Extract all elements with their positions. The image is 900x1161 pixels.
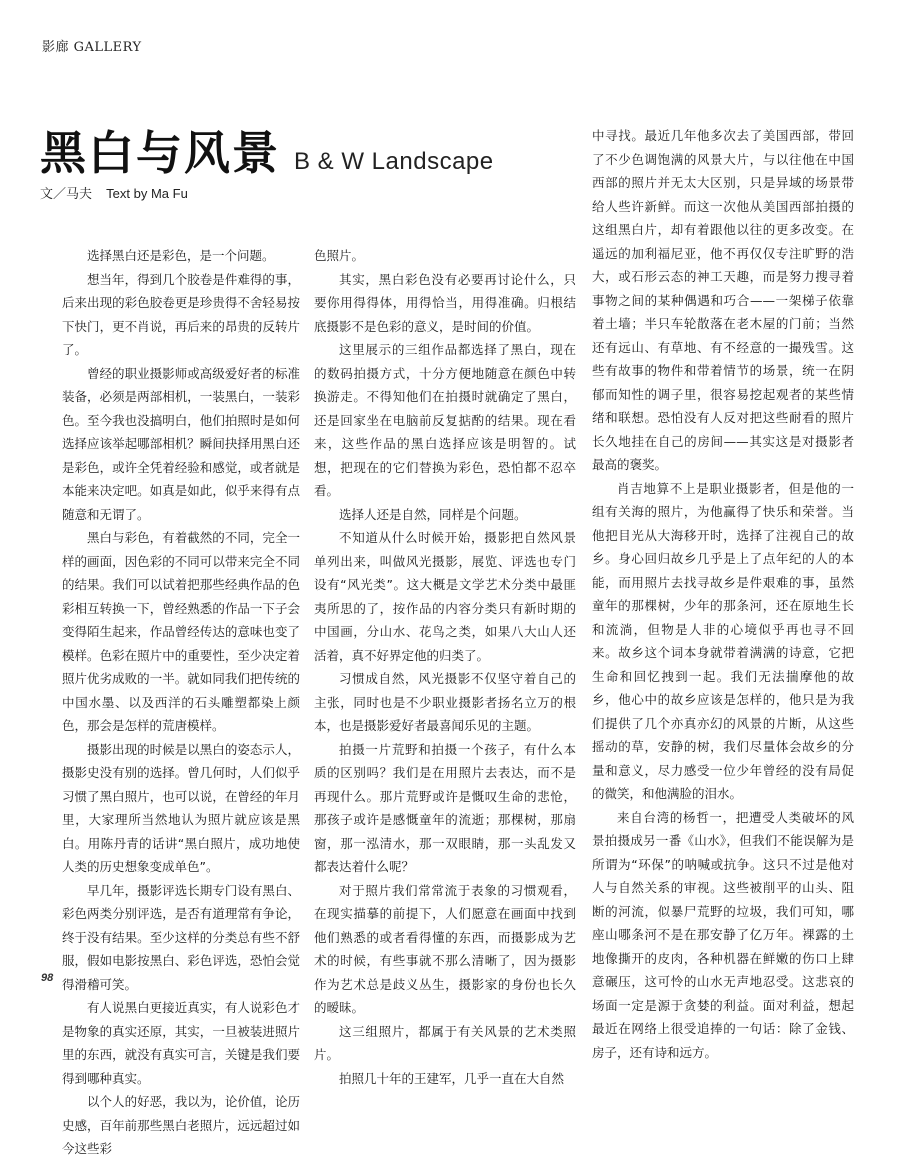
- paragraph: 来自台湾的杨哲一，把遭受人类破坏的风景拍摄成另一番《山水》，但我们不能误解为是所谓为“环保”的呐喊或抗争。这只不过是他对人与自然关系的审视。这些被削平的山头、阻断的河流，似暴尸荒野的垃圾，我们可知，哪座山哪条河不是在那安静了亿万年。裸露的土地像撕开的皮肉，各种机器在鲜嫩的伤口上肆意碾压，这可怜的山水无声地忍受。这悲哀的场面一定是源于贪婪的利益。面对利益，想起最近在网络上很受追捧的一句话：除了金钱、房子，还有诗和远方。: [592, 809, 854, 1060]
- article-header: [40, 128, 580, 202]
- paragraph: 曾经的职业摄影师或高级爱好者的标准装备，必须是两部相机，一装黑白，一装彩色。至今我也没搞明白，他们拍照时是如何选择应该举起哪部相机？瞬间抉择用黑白还是彩色，或许全凭着经验和感觉，或者就是本能来决定吧。如真是如此，似乎来得有点随意和无谓了。: [62, 365, 300, 522]
- paragraph: 有人说黑白更接近真实，有人说彩色才是物象的真实还原，其实，一旦被装进照片里的东西，就没有真实可言，关键是我们要得到哪种真实。: [62, 1000, 300, 1086]
- paragraph: 选择人还是自然，同样是个问题。: [339, 506, 527, 522]
- paragraph: 拍照几十年的王建军，几乎一直在大自然: [339, 1070, 565, 1086]
- byline-zh: 文／马夫: [40, 186, 93, 202]
- byline-en: Text by Ma Fu: [106, 185, 188, 201]
- paragraph: 拍摄一片荒野和拍摄一个孩子，有什么本质的区别吗？我们是在用照片去表达，而不是再现什么。那片荒野或许是慨叹生命的悲怆，那孩子或许是感慨童年的流逝；那棵树，那扇窗，那一泓清水，那一双眼睛，那一头乱发又都表达着什么呢？: [314, 741, 576, 874]
- title-row: [40, 128, 580, 179]
- article-title-en: B & W Landscape: [294, 148, 494, 175]
- paragraph: 黑白与彩色，有着截然的不同，完全一样的画面，因色彩的不同可以带来完全不同的结果。我们可以试着把那些经典作品的色彩相互转换一下，曾经熟悉的作品一下子会变得陌生起来，作品曾经传达的意味也变了模样。色彩在照片中的重要性，至少决定着照片优劣成败的一半。就如同我们把传统的中国水墨、以及西洋的石头雕塑都染上颜色，那会是怎样的荒唐模样。: [62, 530, 300, 733]
- paragraph: 不知道从什么时候开始，摄影把自然风景单列出来，叫做风光摄影，展览、评选也专门设有“风光类”。这大概是文学艺术分类中最匪夷所思的了，按作品的内容分类只有新时期的中国画，分山水、花鸟之类，如果八大山人还活着，真不好界定他的归类了。: [314, 530, 576, 663]
- page-number: 98: [41, 972, 54, 984]
- paragraph-continued: 色照片。: [314, 248, 365, 263]
- text-column-1: [62, 244, 300, 1161]
- byline: [40, 183, 580, 202]
- paragraph: 这三组照片，都属于有关风景的艺术类照片。: [314, 1023, 576, 1062]
- paragraph: 肖吉地算不上是职业摄影者，但是他的一组有关海的照片，为他赢得了快乐和荣誉。当他把目光从大海移开时，选择了注视自己的故乡。身心回归故乡几乎是上了点年纪的人的本能，而用照片去找寻故乡是件艰难的事，虽然童年的那棵树，少年的那条河，还在原地生长和流淌，但物是人非的心境似乎再也寻不回来。故乡这个词本身就带着满满的诗意，它把生命和回忆拽到一起。我们无法揣摩他的故乡，他心中的故乡应该是怎样的，他只是为我们提供了几个亦真亦幻的风景的片断，从这些摇动的草，安静的树，我们尽量体会故乡的分量和意义，尽力感受一位少年曾经的没有局促的微笑，和他满脸的泪水。: [592, 480, 854, 801]
- paragraph-continued: 中寻找。最近几年他多次去了美国西部，带回了不少色调饱满的风景大片，与以往他在中国西部的照片并无太大区别，只是异域的场景带给人些许新鲜。而这一次他从美国西部拍摄的这组黑白片，却有着跟他以往的更多改变。在遥远的加利福尼亚，他不再仅仅专注旷野的浩大，或石形云态的神工天趣，而是努力搜寻着事物之间的某种偶遇和巧合——一架梯子依靠着土墙；半只车轮散落在老木屋的门前；当然还有远山、有草地、有不经意的一撮残雪。这些有故事的物件和带着情节的场景，统一在阴郁而知性的调子里，很容易挖起观者的某些情绪和联想。恐怕没有人反对把这些耐看的照片长久地挂在自己的房间——其实这是对摄影者最高的褒奖。: [592, 128, 854, 472]
- section-label: 影廊 GALLERY: [42, 40, 142, 55]
- text-column-3: [592, 124, 854, 1064]
- paragraph: 这里展示的三组作品都选择了黑白，现在的数码拍摄方式，十分方便地随意在颜色中转换游走。不得知他们在拍摄时就确定了黑白，还是回家坐在电脑前反复掂酌的结果。现在看来，这些作品的黑白选择应该是明智的。试想，把现在的它们替换为彩色，恐怕都不忍卒看。: [314, 342, 576, 498]
- paragraph: 选择黑白还是彩色，是一个问题。: [87, 248, 275, 263]
- paragraph: 早几年，摄影评选长期专门设有黑白、彩色两类分别评选，是否有道理常有争论，终于没有结果。至少这样的分类总有些不舒服，假如电影按黑白、彩色评选，恐怕会觉得滑稽可笑。: [62, 882, 300, 992]
- paragraph: 习惯成自然，风光摄影不仅坚守着自己的主张，同时也是不少职业摄影者扬名立万的根本，也是摄影爱好者最喜闻乐见的主题。: [314, 671, 576, 733]
- paragraph: 以个人的好恶，我以为，论价值，论历史感，百年前那些黑白老照片，远远超过如今这些彩: [62, 1094, 300, 1156]
- text-column-2: [314, 244, 576, 1090]
- paragraph: 摄影出现的时候是以黑白的姿态示人，摄影史没有别的选择。曾几何时，人们似乎习惯了黑白照片，也可以说，在曾经的年月里，大家理所当然地认为照片就应该是黑白。用陈丹青的话讲“黑白照片，成功地使人类的历史想象变成单色”。: [62, 741, 300, 874]
- article-title-zh: 黑白与风景: [40, 126, 280, 180]
- paragraph: 想当年，得到几个胶卷是件难得的事，后来出现的彩色胶卷更是珍贵得不舍轻易按下快门，更不肖说，再后来的昂贵的反转片了。: [62, 271, 300, 357]
- paragraph: 其实，黑白彩色没有必要再讨论什么，只要你用得得体，用得恰当，用得准确。归根结底摄影不是色彩的意义，是时间的价值。: [314, 271, 576, 334]
- paragraph: 对于照片我们常常流于表象的习惯观看，在现实描摹的前提下，人们愿意在画面中找到他们熟悉的或者看得懂的东西，而摄影成为艺术的时候，有些事就不那么清晰了，因为摄影作为艺术总是歧义丛生，摄影家的身份也长久的暧昧。: [314, 882, 576, 1015]
